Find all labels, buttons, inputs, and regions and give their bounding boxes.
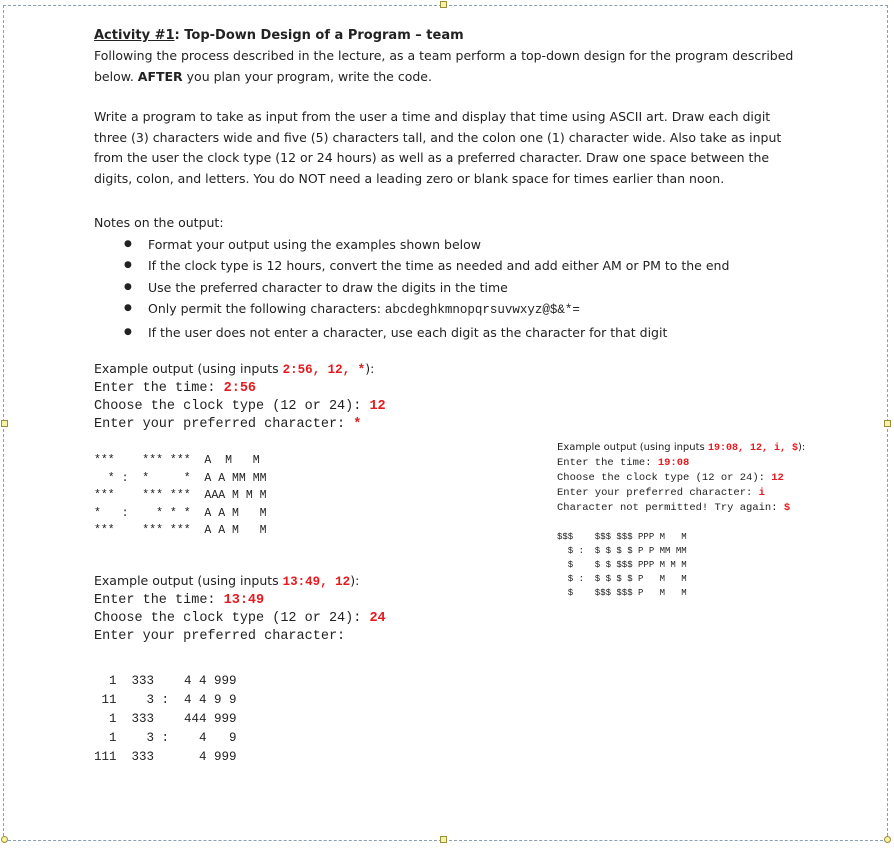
resize-handle-bottom-right[interactable] xyxy=(884,836,891,843)
note-item-permitted: ● Only permit the following characters: abcdeghkmnopqrsuvwxyz@$&*= xyxy=(124,298,794,322)
resize-handle-bottom[interactable] xyxy=(440,836,447,843)
resize-handle-right[interactable] xyxy=(884,420,891,427)
example-2-line: Choose the clock type (12 or 24): 24 xyxy=(94,610,386,626)
permitted-chars: abcdeghkmnopqrsuvwxyz@$&*= xyxy=(384,303,580,317)
example-3-heading: Example output (using inputs 19:08, 12, i, $): xyxy=(557,442,806,454)
intro-paragraph xyxy=(94,46,794,87)
example-2-line: Enter the time: 13:49 xyxy=(94,592,265,608)
activity-content xyxy=(94,26,794,767)
resize-handle-bottom-left[interactable] xyxy=(1,836,8,843)
intro-text-end: you plan your program, write the code. xyxy=(182,68,432,84)
example-3 xyxy=(557,441,877,600)
example-3-line: Enter the time: 19:08 xyxy=(557,457,690,469)
note-item: ● Format your output using the examples shown below xyxy=(124,234,794,256)
example-3-line: Character not permitted! Try again: $ xyxy=(557,502,791,514)
example-3-ascii-art: $$$ $$$ $$$ PPP M M $ : $ $ $ $ P P MM MM $ $ $ $$$ PPP M M M $ : $ $ $ $ P M M $ $$$ $$$ P M M xyxy=(557,532,687,598)
activity-title xyxy=(94,26,794,46)
intro-text: Following the process described in the lecture, as a team perform a top-down design for the program described below. xyxy=(94,48,794,84)
resize-handle-top[interactable] xyxy=(440,1,447,8)
notes-heading: Notes on the output: xyxy=(94,215,224,230)
example-1-line: Choose the clock type (12 or 24): 12 xyxy=(94,399,386,414)
example-2-line: Enter your preferred character: xyxy=(94,628,354,644)
example-1-ascii-art: *** *** *** A M M * : * * A A MM MM *** *** *** AAA M M M * : * * * A A M M *** *** *** A A M M xyxy=(94,454,267,537)
example-1-line: Enter the time: 2:56 xyxy=(94,381,257,396)
example-3-line: Choose the clock type (12 or 24): 12 xyxy=(557,472,784,484)
example-1-line: Enter your preferred character: * xyxy=(94,417,362,432)
resize-handle-left[interactable] xyxy=(1,420,8,427)
activity-number: Activity #1 xyxy=(94,28,175,43)
note-item: ● If the user does not enter a character, use each digit as the character for that digit xyxy=(124,322,794,344)
example-3-line: Enter your preferred character: i xyxy=(557,487,765,499)
example-2-heading: Example output (using inputs 13:49, 12): xyxy=(94,572,360,589)
intro-bold: AFTER xyxy=(137,68,183,84)
note-item: ● Use the preferred character to draw the digits in the time xyxy=(124,277,794,299)
notes-list xyxy=(94,234,794,344)
example-1-heading: Example output (using inputs 2:56, 12, *): xyxy=(94,361,375,377)
activity-title-rest: : Top-Down Design of a Program – team xyxy=(174,28,464,43)
example-2-ascii-art: 1 333 4 4 999 11 3 : 4 4 9 9 1 333 444 999 1 3 : 4 9 111 333 4 999 xyxy=(94,673,237,764)
spec-paragraph: Write a program to take as input from the user a time and display that time using ASCII art. Draw each digit three (3) characters wide and five (5) characters tall, and the colon one (1) character wide. Also take as input from the user the clock type (12 or 24 hours) as well as a preferred character. Draw one space between the digits, colon, and letters. You do NOT need a leading zero or blank space for times earlier than noon. xyxy=(94,109,782,186)
note-item: ● If the clock type is 12 hours, convert the time as needed and add either AM or PM to the end xyxy=(124,255,794,277)
